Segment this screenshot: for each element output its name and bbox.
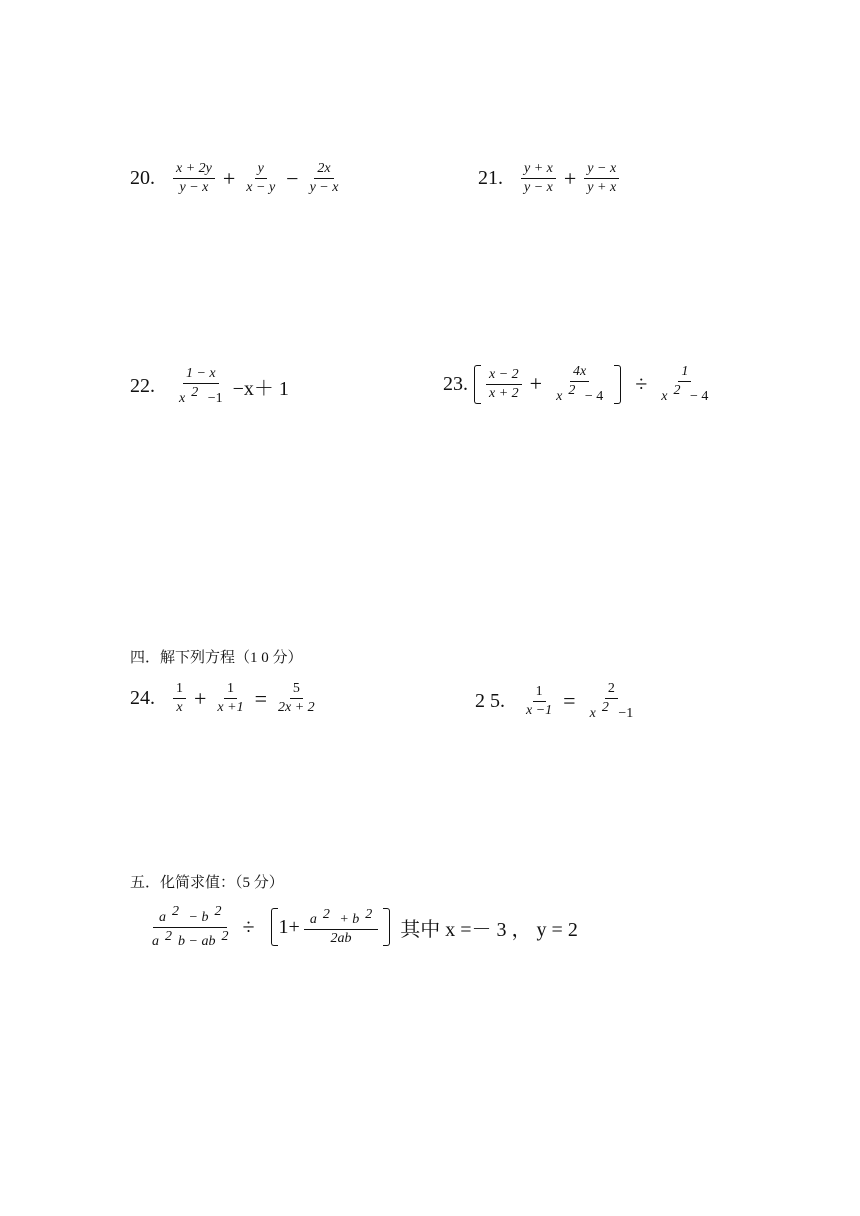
fraction: $\frac{y + x}{y - x}$ bbox=[521, 160, 556, 197]
problem-22: 22. $\frac{1 - x}{x 2 -1}$ −x＋ 1 bbox=[130, 366, 289, 406]
fraction: $\frac{x + 2y}{y - x}$ bbox=[173, 160, 215, 197]
fraction: $\frac{1}{x 2 - 4}$ bbox=[661, 364, 709, 404]
fraction: $\frac{y}{x - y}$ bbox=[246, 161, 276, 195]
fraction: $\frac{1}{x -1}$ bbox=[526, 683, 553, 718]
problem-number: 24. bbox=[130, 687, 155, 709]
fraction: $\frac{1}{x +1}$ bbox=[217, 681, 244, 715]
bracket: $\frac{x - 2}{x + 2}$ + $\frac{4x}{x 2 - 4}$ bbox=[474, 363, 621, 406]
fraction: $\frac{5}{2x + 2}$ bbox=[278, 681, 315, 715]
problem-number: 2 5. bbox=[475, 689, 505, 712]
problem-simplify: $\frac{a 2 - b 2}{a 2 b - ab 2}$ ÷ 1+ $\frac{a 2 + b 2}{2ab}$ 其中 x =－ 3 ， y = 2 bbox=[142, 903, 578, 951]
fraction: $\frac{4x}{x 2 - 4}$ bbox=[556, 364, 604, 404]
problem-20: 20. $\frac{x + 2y}{y - x}$ + $\frac{y}{x - y}$ − $\frac{2x}{y - x}$ bbox=[130, 160, 345, 197]
problem-number: 20. bbox=[130, 167, 155, 189]
problem-number: 22. bbox=[130, 374, 155, 397]
problem-number: 21. bbox=[478, 167, 503, 189]
fraction: $\frac{y - x}{y + x}$ bbox=[584, 160, 619, 197]
problem-number: 23. bbox=[443, 372, 468, 395]
section-heading-5: 五．化简求值：（5 分） bbox=[130, 875, 284, 891]
fraction: $\frac{2}{x 2 -1}$ bbox=[589, 681, 634, 721]
fraction: $\frac{2x}{y - x}$ bbox=[309, 161, 339, 195]
problem-23: 23. $\frac{x - 2}{x + 2}$ + $\frac{4x}{x 2 - 4}$ ÷ $\frac{1}{x 2 - 4}$ bbox=[443, 363, 718, 406]
fraction: $\frac{1}{x}$ bbox=[173, 680, 186, 717]
section-heading-4: 四．解下列方程（1 0 分） bbox=[130, 650, 303, 666]
problem-21: 21. $\frac{y + x}{y - x}$ + $\frac{y - x}{y + x}$ bbox=[478, 160, 623, 197]
problem-25: 2 5. $\frac{1}{x -1}$ = $\frac{2}{x 2 -1}$ bbox=[475, 680, 643, 723]
bracket: 1+ $\frac{a 2 + b 2}{2ab}$ bbox=[271, 906, 391, 949]
fraction: $\frac{a 2 - b 2}{a 2 b - ab 2}$ bbox=[152, 904, 229, 950]
problem-24: 24. $\frac{1}{x}$ + $\frac{1}{x +1}$ = $\frac{5}{2x + 2}$ bbox=[130, 680, 322, 717]
fraction: $\frac{1 - x}{x 2 -1}$ bbox=[179, 366, 223, 406]
fraction: $\frac{a 2 + b 2}{2ab}$ bbox=[304, 906, 378, 949]
fraction: $\frac{x - 2}{x + 2}$ bbox=[486, 366, 522, 403]
